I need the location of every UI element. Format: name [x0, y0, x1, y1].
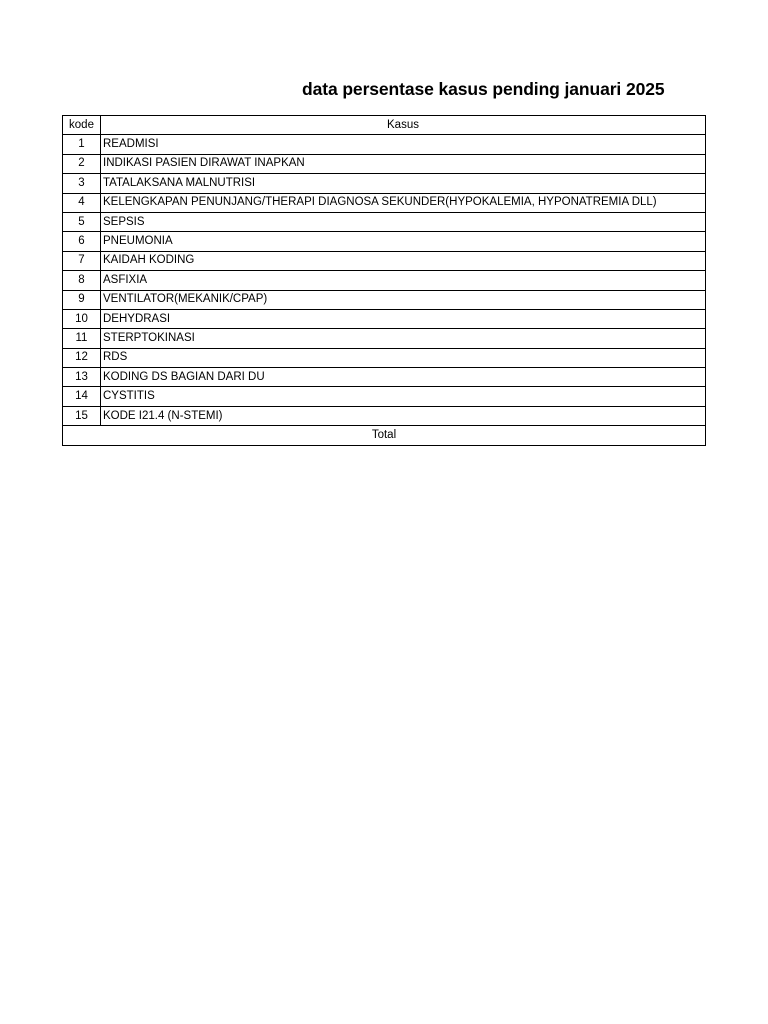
cell-kasus: SEPSIS	[101, 212, 706, 231]
cell-kode: 5	[63, 212, 101, 231]
table-row	[63, 154, 706, 173]
cell-kode: 14	[63, 387, 101, 406]
cell-kasus: KODE I21.4 (N-STEMI)	[101, 406, 706, 425]
table-row	[63, 251, 706, 270]
cell-kasus: STERPTOKINASI	[101, 329, 706, 348]
total-row	[63, 426, 706, 445]
table-row	[63, 174, 706, 193]
cell-kode: 6	[63, 232, 101, 251]
cell-kode: 13	[63, 368, 101, 387]
header-kasus: Kasus	[101, 116, 706, 135]
cell-kasus: CYSTITIS	[101, 387, 706, 406]
table-row	[63, 406, 706, 425]
table-row	[63, 329, 706, 348]
cell-kode: 3	[63, 174, 101, 193]
cell-kasus: KAIDAH KODING	[101, 251, 706, 270]
cell-kasus: KELENGKAPAN PENUNJANG/THERAPI DIAGNOSA SEKUNDER(HYPOKALEMIA, HYPONATREMIA DLL)	[101, 193, 706, 212]
cell-kode: 10	[63, 309, 101, 328]
cell-kode: 11	[63, 329, 101, 348]
table-row	[63, 290, 706, 309]
page-title: data persentase kasus pending januari 2025	[302, 79, 665, 99]
cell-kasus: VENTILATOR(MEKANIK/CPAP)	[101, 290, 706, 309]
cell-kode: 12	[63, 348, 101, 367]
table-row	[63, 368, 706, 387]
table-row	[63, 135, 706, 154]
table-row	[63, 212, 706, 231]
cell-kasus: PNEUMONIA	[101, 232, 706, 251]
cell-kode: 7	[63, 251, 101, 270]
table-row	[63, 309, 706, 328]
cell-kode: 8	[63, 271, 101, 290]
cell-kode: 9	[63, 290, 101, 309]
cell-kasus: ASFIXIA	[101, 271, 706, 290]
cell-kasus: KODING DS BAGIAN DARI DU	[101, 368, 706, 387]
cell-kode: 1	[63, 135, 101, 154]
cell-kasus: TATALAKSANA MALNUTRISI	[101, 174, 706, 193]
table-row	[63, 348, 706, 367]
table-row	[63, 271, 706, 290]
total-label: Total	[63, 426, 706, 445]
table-row	[63, 387, 706, 406]
cell-kode: 4	[63, 193, 101, 212]
cell-kasus: INDIKASI PASIEN DIRAWAT INAPKAN	[101, 154, 706, 173]
cell-kasus: RDS	[101, 348, 706, 367]
table-row	[63, 193, 706, 212]
table-row	[63, 232, 706, 251]
cell-kasus: READMISI	[101, 135, 706, 154]
header-kode: kode	[63, 116, 101, 135]
cell-kode: 15	[63, 406, 101, 425]
cell-kasus: DEHYDRASI	[101, 309, 706, 328]
table-header-row	[63, 116, 706, 135]
cell-kode: 2	[63, 154, 101, 173]
pending-cases-table	[62, 115, 706, 446]
